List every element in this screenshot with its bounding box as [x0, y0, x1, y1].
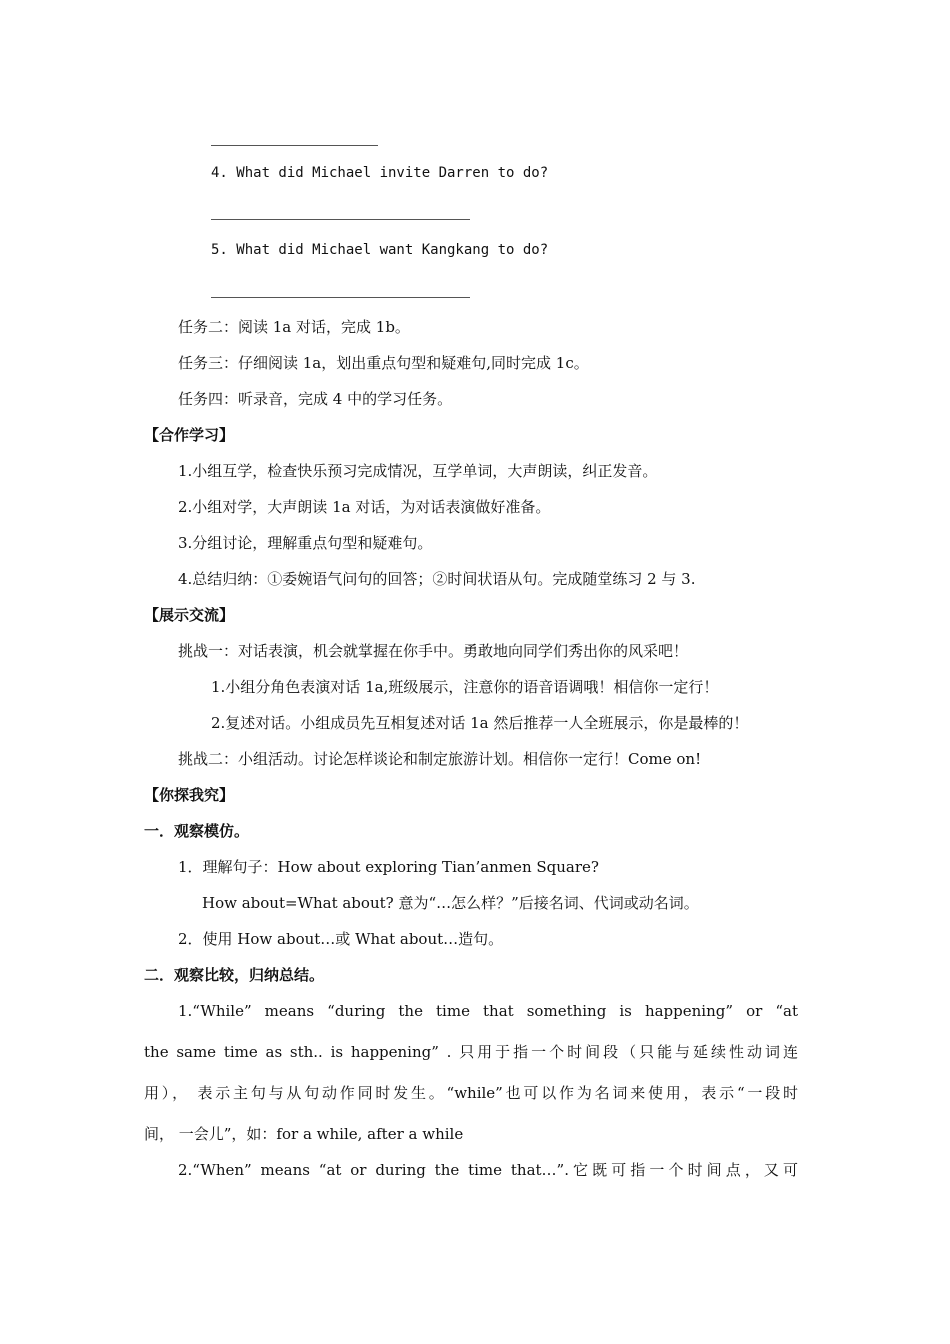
question-4: 4. What did Michael invite Darren to do?	[211, 165, 549, 181]
task-2: 任务二：阅读 1a 对话，完成 1b。	[178, 318, 410, 336]
part-1-line-3: 2．使用 How about…或 What about…造句。	[178, 930, 504, 948]
challenge-1: 挑战一：对话表演，机会就掌握在你手中。勇敢地向同学们秀出你的风采吧！	[178, 642, 689, 660]
coop-item-4: 4.总结归纳：①委婉语气问句的回答；②时间状语从句。完成随堂练习 2 与 3.	[178, 570, 696, 588]
part-2-line-4: 间， 一会儿”，如：for a while, after a while	[144, 1125, 464, 1143]
answer-line-5[interactable]	[211, 297, 470, 298]
question-5: 5. What did Michael want Kangkang to do?	[211, 242, 549, 258]
challenge-1-item-2: 2.复述对话。小组成员先互相复述对话 1a 然后推荐一人全班展示，你是最棒的！	[211, 714, 749, 732]
part-1-line-1: 1．理解句子：How about exploring Tian’anmen Square?	[178, 858, 599, 876]
section-title-show: 【展示交流】	[144, 606, 235, 624]
part-2-line-2: the same time as sth.. is happening” . 只用于指一个时间段（只能与延续性动词连	[144, 1043, 798, 1061]
answer-line-3[interactable]	[211, 145, 378, 146]
part-1-title: 一．观察模仿。	[144, 822, 250, 840]
task-4: 任务四：听录音，完成 4 中的学习任务。	[178, 390, 453, 408]
coop-item-3: 3.分组讨论，理解重点句型和疑难句。	[178, 534, 433, 552]
section-title-coop: 【合作学习】	[144, 426, 235, 444]
task-3: 任务三：仔细阅读 1a，划出重点句型和疑难句,同时完成 1c。	[178, 354, 589, 372]
part-2-title: 二．观察比较，归纳总结。	[144, 966, 325, 984]
challenge-1-item-1: 1.小组分角色表演对话 1a,班级展示，注意你的语音语调哦！相信你一定行！	[211, 678, 719, 696]
answer-line-4[interactable]	[211, 219, 470, 220]
part-2-line-1: 1.“While” means “during the time that something is happening” or “at	[178, 1002, 798, 1020]
part-1-line-2: How about=What about? 意为“…怎么样？”后接名词、代词或动名词。	[202, 894, 699, 912]
part-2-line-3: 用）， 表示主句与从句动作同时发生。“while”也可以作为名词来使用，表示“一段时	[144, 1084, 798, 1102]
challenge-2: 挑战二：小组活动。讨论怎样谈论和制定旅游计划。相信你一定行！Come on!	[178, 750, 702, 768]
section-title-explore: 【你探我究】	[144, 786, 235, 804]
part-2-line-5: 2.“When” means “at or during the time that…”.它既可指一个时间点，又可	[178, 1161, 798, 1179]
coop-item-2: 2.小组对学，大声朗读 1a 对话，为对话表演做好准备。	[178, 498, 551, 516]
coop-item-1: 1.小组互学，检查快乐预习完成情况，互学单词，大声朗读，纠正发音。	[178, 462, 658, 480]
